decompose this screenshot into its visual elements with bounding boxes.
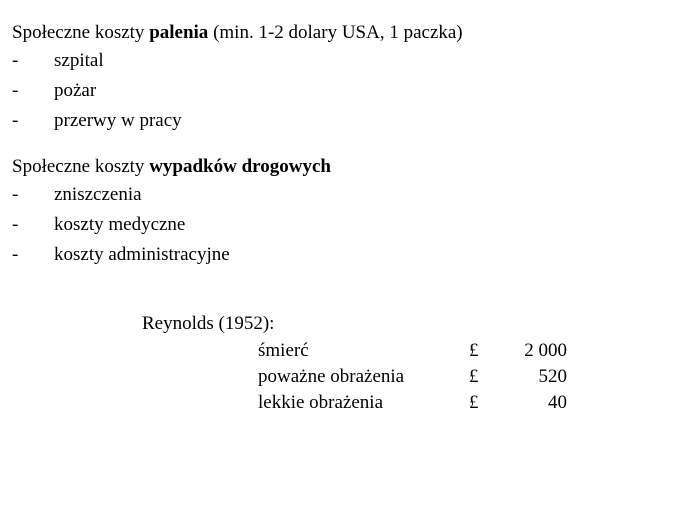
list-item-text: zniszczenia: [54, 184, 142, 205]
dash-bullet: -: [12, 80, 19, 101]
list-item: [12, 240, 692, 270]
currency-symbol: £: [469, 340, 479, 361]
cost-amount: 40: [548, 392, 567, 413]
accidents-heading-prefix: Społeczne koszty: [12, 156, 150, 177]
accident-costs-section: [12, 154, 692, 270]
list-item-text: koszty medyczne: [54, 214, 186, 235]
dash-bullet: -: [12, 50, 19, 71]
list-item: [12, 180, 692, 210]
currency-symbol: £: [469, 366, 479, 387]
list-item: [12, 46, 692, 76]
list-item-text: koszty administracyjne: [54, 244, 230, 265]
smoking-costs-list: [12, 46, 692, 136]
table-row: [142, 390, 642, 416]
list-item-text: pożar: [54, 80, 97, 101]
smoking-heading-bold: palenia: [149, 22, 209, 43]
cost-amount: 2 000: [524, 340, 567, 361]
smoking-costs-heading: [12, 20, 692, 46]
smoking-heading-prefix: Społeczne koszty: [12, 22, 150, 43]
list-item-text: przerwy w pracy: [54, 110, 182, 131]
dash-bullet: -: [12, 244, 19, 265]
smoking-costs-section: [12, 20, 692, 136]
table-row: [142, 364, 642, 390]
accident-costs-list: [12, 180, 692, 270]
reynolds-title: Reynolds (1952):: [142, 313, 275, 334]
reynolds-cost-table: [142, 310, 642, 416]
smoking-heading-suffix: (min. 1-2 dolary USA, 1 paczka): [208, 22, 463, 43]
list-item: [12, 76, 692, 106]
cost-label: lekkie obrażenia: [258, 392, 384, 413]
currency-symbol: £: [469, 392, 479, 413]
list-item: [12, 210, 692, 240]
cost-label: poważne obrażenia: [258, 366, 405, 387]
list-item: [12, 106, 692, 136]
cost-label: śmierć: [258, 340, 309, 361]
accidents-heading-bold: wypadków drogowych: [149, 156, 331, 177]
accident-costs-heading: [12, 154, 692, 180]
dash-bullet: -: [12, 214, 19, 235]
table-row: [142, 338, 642, 364]
cost-amount: 520: [538, 366, 567, 387]
dash-bullet: -: [12, 110, 19, 131]
dash-bullet: -: [12, 184, 19, 205]
list-item-text: szpital: [54, 50, 104, 71]
